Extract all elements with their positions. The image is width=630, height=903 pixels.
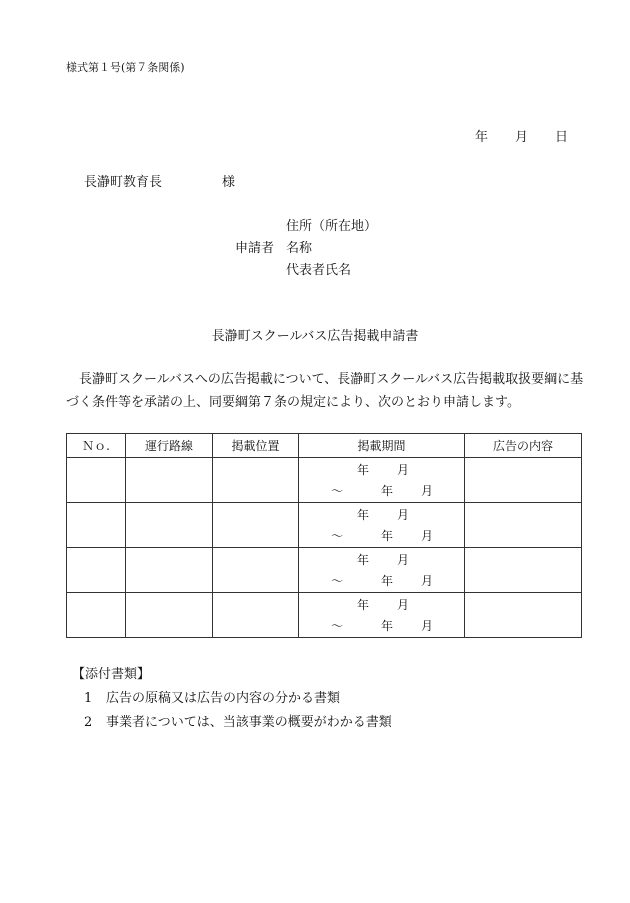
cell-period <box>299 503 465 548</box>
col-header-position: 掲載位置 <box>213 434 299 458</box>
attachments-heading: 【添付書類】 <box>72 667 151 682</box>
period-end-month: 月 <box>421 574 434 588</box>
period-start-year: 年 <box>357 508 370 522</box>
cell-no[interactable] <box>67 503 126 548</box>
table-row <box>67 458 582 503</box>
date-year: 年 <box>475 130 489 145</box>
period-tilde: ～ <box>331 574 344 588</box>
cell-no[interactable] <box>67 548 126 593</box>
cell-route[interactable] <box>126 458 213 503</box>
period-end-year: 年 <box>381 574 394 588</box>
period-start-month: 月 <box>397 463 410 477</box>
cell-content[interactable] <box>465 548 582 593</box>
attachment-text: 事業者については、当該事業の概要がわかる書類 <box>106 715 392 730</box>
cell-period <box>299 593 465 638</box>
cell-position[interactable] <box>213 458 299 503</box>
cell-content[interactable] <box>465 593 582 638</box>
period-tilde: ～ <box>331 529 344 543</box>
applicant-address-label: 住所（所在地） <box>286 219 378 234</box>
cell-period <box>299 548 465 593</box>
cell-route[interactable] <box>126 503 213 548</box>
attachment-number: 2 <box>84 715 93 730</box>
document-title: 長瀞町スクールバス広告掲載申請書 <box>211 329 419 344</box>
body-text: 長瀞町スクールバスへの広告掲載について、長瀞町スクールバス広告掲載取扱要綱に基づく条件等を承諾の上、同要綱第７条の規定により、次のとおり申請します。 <box>66 372 584 410</box>
applicant-name-label: 名称 <box>286 241 313 256</box>
cell-content[interactable] <box>465 458 582 503</box>
period-end-month: 月 <box>421 484 434 498</box>
period-end-year: 年 <box>381 529 394 543</box>
period-start-year: 年 <box>357 598 370 612</box>
attachment-item <box>84 711 392 730</box>
cell-position[interactable] <box>213 593 299 638</box>
period-start-year: 年 <box>357 463 370 477</box>
table-row <box>67 503 582 548</box>
period-start-month: 月 <box>397 508 410 522</box>
addressee-honorific: 様 <box>222 175 236 190</box>
col-header-route: 運行路線 <box>126 434 213 458</box>
ad-placement-table <box>66 433 582 638</box>
cell-route[interactable] <box>126 593 213 638</box>
cell-position[interactable] <box>213 548 299 593</box>
period-end-year: 年 <box>381 619 394 633</box>
attachment-item <box>84 687 340 706</box>
cell-no[interactable] <box>67 458 126 503</box>
attachment-text: 広告の原稿又は広告の内容の分かる書類 <box>106 691 341 706</box>
date-day: 日 <box>555 130 569 145</box>
table-row <box>67 548 582 593</box>
form-number: 様式第１号(第７条関係) <box>66 61 185 74</box>
table-header-row <box>67 434 582 458</box>
attachment-number: 1 <box>84 691 93 706</box>
period-tilde: ～ <box>331 484 344 498</box>
col-header-content: 広告の内容 <box>465 434 582 458</box>
cell-no[interactable] <box>67 593 126 638</box>
col-header-period: 掲載期間 <box>299 434 465 458</box>
applicant-representative-label: 代表者氏名 <box>286 263 352 278</box>
cell-period <box>299 458 465 503</box>
period-start-year: 年 <box>357 553 370 567</box>
period-start-month: 月 <box>397 553 410 567</box>
applicant-label: 申請者 <box>235 241 275 256</box>
cell-content[interactable] <box>465 503 582 548</box>
cell-position[interactable] <box>213 503 299 548</box>
cell-route[interactable] <box>126 548 213 593</box>
period-start-month: 月 <box>397 598 410 612</box>
addressee-name: 長瀞町教育長 <box>84 175 163 190</box>
period-tilde: ～ <box>331 619 344 633</box>
table-row <box>67 593 582 638</box>
period-end-month: 月 <box>421 529 434 543</box>
col-header-no: Ｎｏ. <box>67 434 126 458</box>
period-end-year: 年 <box>381 484 394 498</box>
date-month: 月 <box>515 130 529 145</box>
period-end-month: 月 <box>421 619 434 633</box>
body-paragraph <box>66 368 586 414</box>
